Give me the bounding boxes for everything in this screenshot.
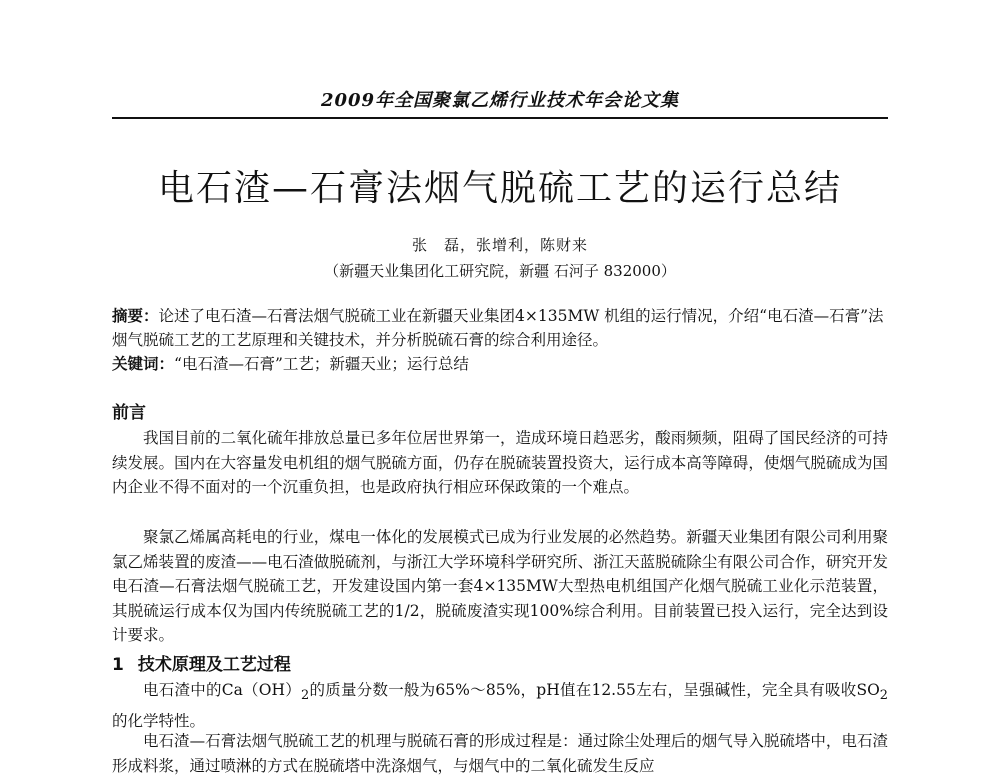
keywords-text: “电石渣—石膏”工艺；新疆天业；运行总结	[174, 355, 469, 373]
intro-heading: 前言	[112, 403, 146, 423]
abstract-label: 摘要：	[112, 307, 159, 325]
section-1-paragraph-1	[112, 678, 888, 733]
header-rule	[112, 117, 888, 119]
section-1-title: 技术原理及工艺过程	[137, 655, 291, 675]
paper-title: 电石渣—石膏法烟气脱硫工艺的运行总结	[157, 168, 842, 209]
p1-text-a: 电石渣中的Ca（OH）	[143, 681, 302, 699]
keywords	[112, 352, 888, 376]
p1-text-b: 的质量分数一般为65%～85%，pH值在12.55左右，呈强碱性，完全具有吸收SO	[309, 681, 880, 699]
authors: 张 磊，张增利，陈财来	[411, 236, 588, 254]
affiliation: （新疆天业集团化工研究院，新疆 石河子 832000）	[324, 262, 676, 280]
intro-paragraph-1: 我国目前的二氧化硫年排放总量已多年位居世界第一，造成环境日趋恶劣，酸雨频频，阻碍了国民经济的可持续发展。国内在大容量发电机组的烟气脱硫方面，仍存在脱硫装置投资大，运行成本高等障碍，使烟气脱硫成为国内企业不得不面对的一个沉重负担，也是政府执行相应环保政策的一个难点。	[112, 429, 888, 496]
abstract-text: 论述了电石渣—石膏法烟气脱硫工业在新疆天业集团4×135MW 机组的运行情况，介绍“电石渣—石膏”法烟气脱硫工艺的工艺原理和关键技术，并分析脱硫石膏的综合利用途径。	[112, 307, 884, 349]
section-1-paragraph-2: 电石渣—石膏法烟气脱硫工艺的机理与脱硫石膏的形成过程是：通过除尘处理后的烟气导入脱硫塔中，电石渣形成料浆，通过喷淋的方式在脱硫塔中洗涤烟气，与烟气中的二氧化硫发生反应	[112, 732, 888, 775]
intro-paragraph-2: 聚氯乙烯属高耗电的行业，煤电一体化的发展模式已成为行业发展的必然趋势。新疆天业集团有限公司利用聚氯乙烯装置的废渣——电石渣做脱硫剂，与浙江大学环境科学研究所、浙江天蓝脱硫除尘有限公司合作，研究开发电石渣—石膏法烟气脱硫工艺，开发建设国内第一套4×135MW大型热电机组国产化烟气脱硫工业化示范装置，其脱硫运行成本仅为国内传统脱硫工艺的1/2，脱硫废渣实现100%综合利用。目前装置已投入运行，完全达到设计要求。	[112, 528, 888, 644]
keywords-label: 关键词：	[112, 355, 175, 373]
section-1-heading	[112, 650, 291, 675]
abstract	[112, 304, 888, 352]
journal-header: 2009年全国聚氯乙烯行业技术年会论文集	[320, 90, 680, 111]
p1-sub-2: 2	[879, 688, 889, 704]
p1-sub-1: 2	[301, 688, 310, 704]
section-1-number: 1	[112, 655, 124, 675]
p1-text-c: 的化学特性。	[112, 711, 206, 730]
